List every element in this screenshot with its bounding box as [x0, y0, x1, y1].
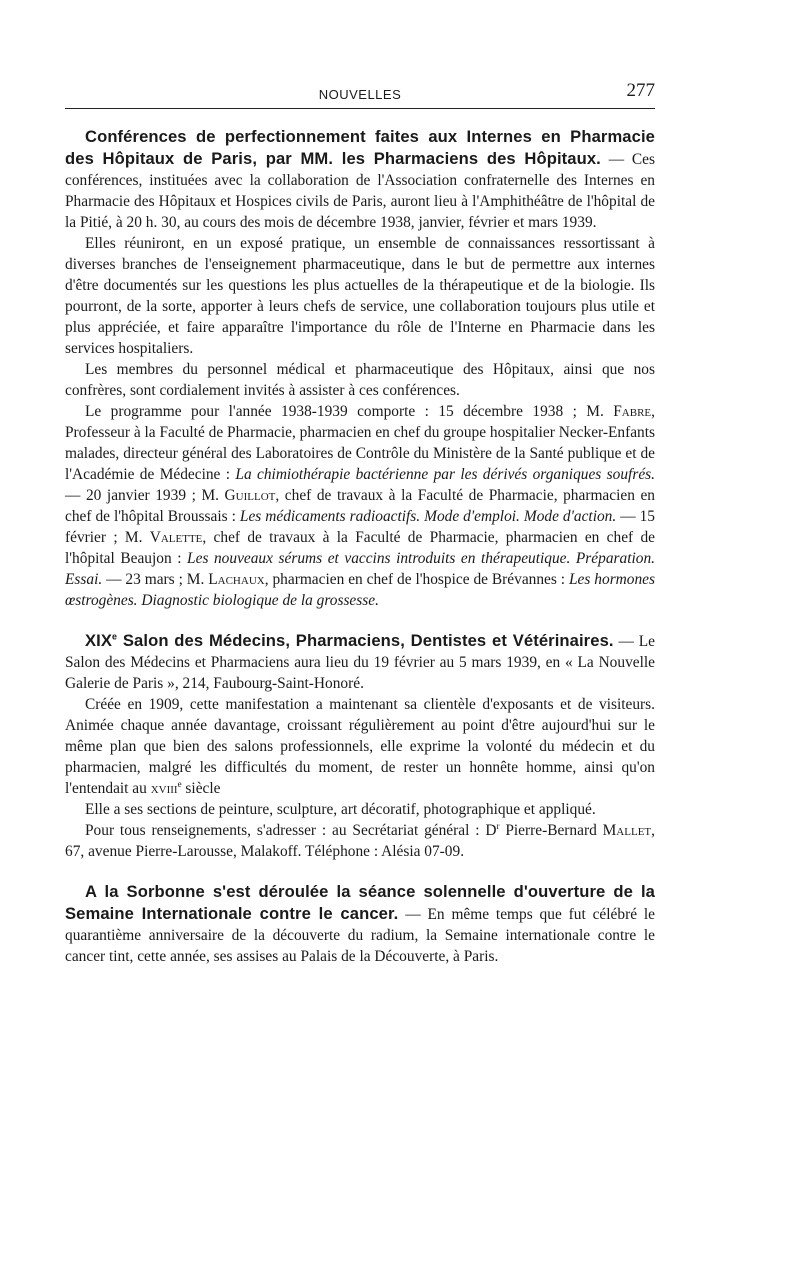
article-body [65, 126, 655, 986]
page-number: 277 [626, 80, 655, 101]
century-numeral: xviii [150, 780, 178, 797]
author-name: Valette [149, 529, 203, 546]
section-title: A la Sorbonne s'est déroulée la séance solennelle d'ouverture de la Semaine Internationale contre le cancer. [65, 882, 655, 923]
paragraph: Elles réuniront, en un exposé pratique, un ensemble de connaissances ressortissant à diverses branches de l'enseignement pharmaceutique, dans le but de permettre aux internes d'être documentés sur les questions les plus actuelles de la thérapeutique et de la biologie. Ils pourront, de la sorte, apporter à leurs chefs de service, une collaboration toujours plus utile et plus appréciée, et faire apparaître l'importance du rôle de l'Interne en Pharmacie dans les services hospitaliers. [65, 235, 655, 357]
title-text: Salon des Médecins, Pharmaciens, Dentistes et Vétérinaires. [117, 631, 614, 650]
news-item-conferences [65, 126, 655, 611]
paragraph-text: — Ces conférences, instituées avec la collaboration de l'Association confraternelle des Internes en Pharmacie des Hôpitaux et Hospices civils de Paris, auront lieu à l'Amphithéâtre de l'hôpital de la Pitié, à 20 h. 30, au cours des mois de décembre 1938, janvier, février et mars 1939. [65, 151, 655, 231]
title-roman-numeral: XIX [85, 631, 113, 650]
text-run: , 67, avenue Pierre-Larousse, Malakoff. Téléphone : Alésia 07-09. [65, 822, 655, 860]
text-run: Pour tous renseignements, s'adresser : au Secrétariat général : D [85, 822, 497, 839]
person-name: Mallet [602, 822, 652, 839]
lecture-title: Les nouveaux sérums et vaccins introduits en thérapeutique. Préparation. Essai. [65, 550, 655, 588]
text-run: — 20 janvier 1939 ; M. [65, 487, 225, 504]
paragraph [65, 630, 655, 694]
lecture-title: Les médicaments radioactifs. Mode d'emploi. Mode d'action. [239, 508, 617, 525]
author-name: Guillot [224, 487, 276, 504]
text-run: — 23 mars ; M. [102, 571, 209, 588]
section-title [85, 631, 614, 650]
title-superscript: e [112, 631, 118, 642]
text-run: , chef de travaux à la Faculté de Pharmacie, pharmacien en chef de l'hôpital Broussais : [65, 487, 655, 525]
paragraph [65, 126, 655, 233]
running-head [65, 80, 655, 109]
lecture-title: La chimiothérapie bactérienne par les dérivés organiques soufrés. [235, 466, 655, 483]
text-run: siècle [181, 780, 221, 797]
running-head-title: NOUVELLES [318, 87, 402, 102]
paragraph: Les membres du personnel médical et pharmaceutique des Hôpitaux, ainsi que nos confrères, sont cordialement invités à assister à ces conférences. [65, 361, 655, 399]
text-run: — 15 février ; M. [65, 508, 655, 546]
author-name: Lachaux [208, 571, 265, 588]
section-title: Conférences de perfectionnement faites aux Internes en Pharmacie des Hôpitaux de Paris, par MM. les Pharmaciens des Hôpitaux. [65, 127, 655, 168]
news-item-sorbonne [65, 881, 655, 967]
superscript: r [496, 820, 500, 831]
text-run: , Professeur à la Faculté de Pharmacie, pharmacien en chef du groupe hospitalier Necker-Enfants malades, directeur général des Laboratoires de Contrôle du Ministère de la Santé publique et de l'Académie de Médecine : [65, 403, 655, 483]
text-run: , chef de travaux à la Faculté de Pharmacie, pharmacien en chef de l'hôpital Beaujon : [65, 529, 655, 567]
lecture-title: Les hormones œstrogènes. Diagnostic biologique de la grossesse. [65, 571, 656, 609]
superscript: e [177, 778, 182, 789]
text-run: Le programme pour l'année 1938-1939 comporte : 15 décembre 1938 ; M. [85, 403, 614, 420]
paragraph [65, 881, 655, 967]
paragraph-text: — Le Salon des Médecins et Pharmaciens aura lieu du 19 février au 5 mars 1939, en « La Nouvelle Galerie de Paris », 214, Faubourg-Saint-Honoré. [65, 633, 655, 692]
program-paragraph [65, 401, 655, 611]
news-item-salon [65, 630, 655, 862]
paragraph: Elle a ses sections de peinture, sculpture, art décoratif, photographique et appliqué. [85, 801, 596, 818]
paragraph [65, 820, 655, 862]
text-run: Créée en 1909, cette manifestation a maintenant sa clientèle d'exposants et de visiteurs. Animée chaque année davantage, croissant régulièrement au point d'être aujourd'hui sur le même plan que bien des salons professionnels, elle exprime la volonté du médecin et du pharmacien, malgré les difficultés du moment, de rester un honnête homme, ainsi qu'on l'entendait au [65, 696, 655, 797]
text-run: , pharmacien en chef de l'hospice de Brévannes : [264, 571, 569, 588]
paragraph [65, 694, 655, 799]
paragraph-text: — En même temps que fut célébré le quarantième anniversaire de la découverte du radium, la Semaine internationale contre le cancer tint, cette année, ses assises au Palais de la Découverte, à Paris. [65, 906, 656, 965]
author-name: Fabre [613, 403, 652, 420]
text-run: Pierre-Bernard [499, 822, 603, 839]
